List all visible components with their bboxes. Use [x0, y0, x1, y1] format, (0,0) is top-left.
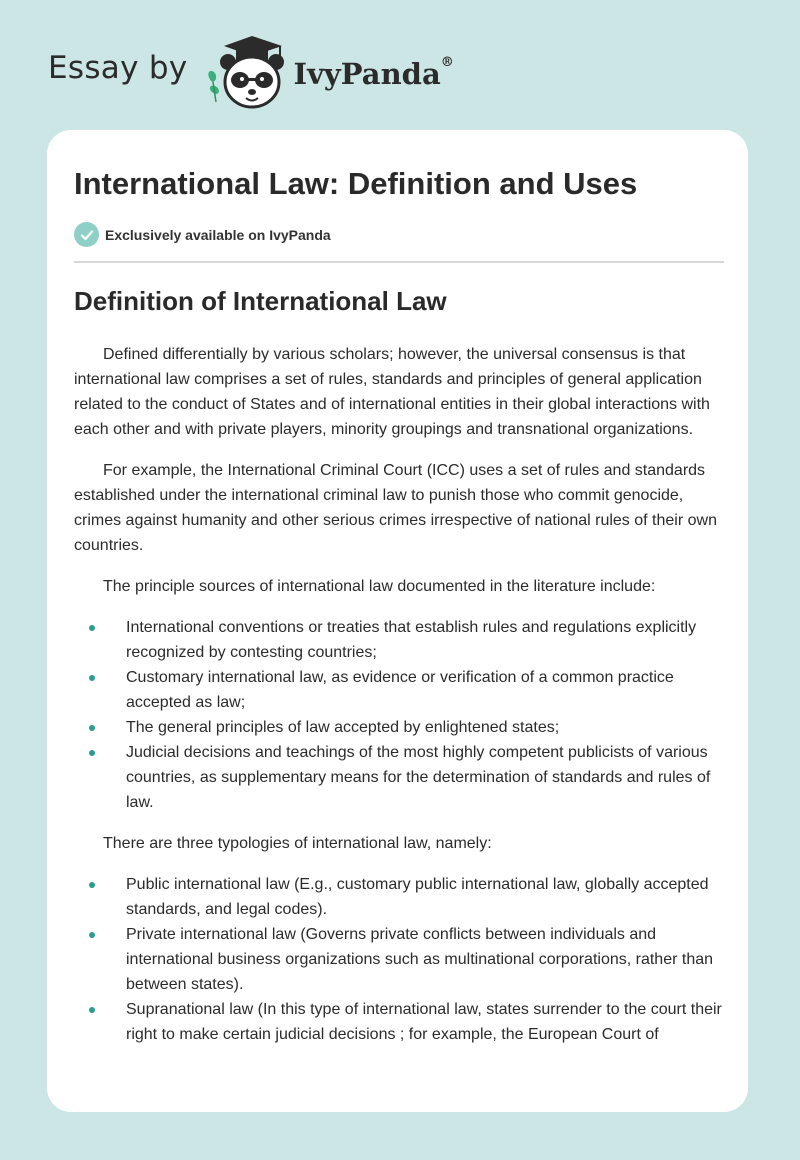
brand-name: IvyPanda® [293, 55, 454, 91]
article-body [74, 342, 724, 1063]
list-item: The general principles of law accepted by enlightened states; [74, 715, 724, 740]
site-logo[interactable] [48, 32, 454, 112]
list-item: Supranational law (In this type of international law, states surrender to the court their right to make certain judicial decisions ; for example, the European Court of [74, 997, 724, 1047]
list-item: Judicial decisions and teachings of the most highly competent publicists of various countries, as supplementary means for the determination of standards and rules of law. [74, 740, 724, 815]
essay-card [47, 130, 748, 1112]
exclusive-label: Exclusively available on IvyPanda [105, 226, 331, 243]
typologies-list [74, 872, 724, 1047]
exclusive-badge [74, 222, 331, 247]
panda-mascot-icon [202, 32, 290, 112]
bullet-icon [89, 675, 95, 681]
sources-list [74, 615, 724, 815]
divider [74, 261, 724, 263]
section-heading: Definition of International Law [74, 286, 447, 316]
essay-by-label: Essay by [48, 50, 188, 86]
list-item: International conventions or treaties that establish rules and regulations explicitly recognized by contesting countries; [74, 615, 724, 665]
list-item: Public international law (E.g., customary public international law, globally accepted standards, and legal codes). [74, 872, 724, 922]
bullet-icon [89, 932, 95, 938]
bullet-icon [89, 1007, 95, 1013]
bullet-icon [89, 725, 95, 731]
list-item: Customary international law, as evidence or verification of a common practice accepted as law; [74, 665, 724, 715]
page-title: International Law: Definition and Uses [74, 166, 638, 201]
bullet-icon [89, 625, 95, 631]
list-item: Private international law (Governs private conflicts between individuals and international business organizations such as multinational corporations, rather than between states). [74, 922, 724, 997]
paragraph: The principle sources of international law documented in the literature include: [103, 578, 656, 595]
paragraph: Defined differentially by various scholars; however, the universal consensus is that international law comprises a set of rules, standards and principles of general application related to the conduct of States and of international entities in their global interactions with each other and with private players, minority groupings and transnational organizations. [74, 346, 710, 438]
paragraph: There are three typologies of international law, namely: [103, 835, 492, 852]
bullet-icon [89, 750, 95, 756]
paragraph: For example, the International Criminal Court (ICC) uses a set of rules and standards established under the international criminal law to punish those who commit genocide, crimes against humanity and other serious crimes irrespective of national rules of their own countries. [74, 462, 717, 554]
check-circle-icon [74, 222, 99, 247]
bullet-icon [89, 882, 95, 888]
